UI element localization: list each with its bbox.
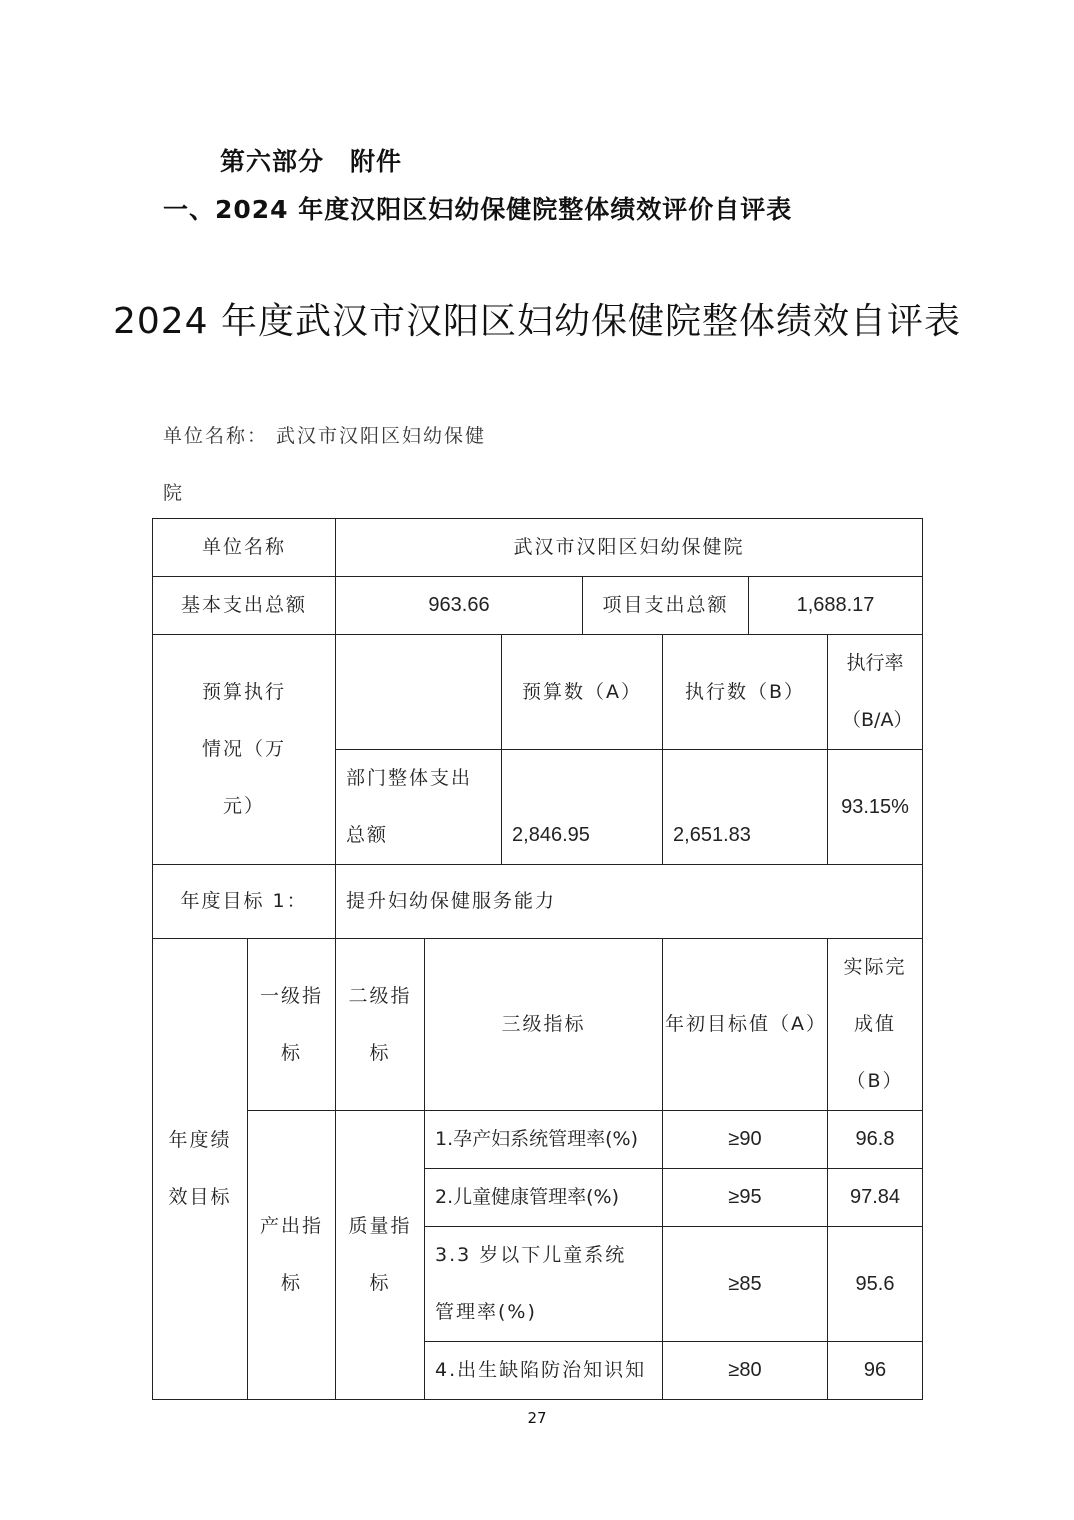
document-title: 2024 年度武汉市汉阳区妇幼保健院整体绩效自评表: [112, 301, 962, 342]
unit-name-line-continued: 院: [163, 482, 185, 504]
goal-value: 提升妇幼保健服务能力: [336, 865, 923, 939]
budget-execution-label: 预算执行情况（万元）: [153, 635, 336, 865]
indicator-actual: 95.6: [828, 1227, 923, 1342]
actual-header: 实际完成值（B）: [828, 939, 923, 1111]
budget-col-rate: 执行率（B/A）: [828, 635, 923, 750]
project-expense-value: 1,688.17: [749, 577, 923, 635]
dept-total-rate: 93.15%: [828, 750, 923, 865]
level3-header: 三级指标: [425, 939, 663, 1111]
basic-expense-value: 963.66: [336, 577, 583, 635]
level2-value: 质量指标: [336, 1111, 425, 1400]
target-header: 年初目标值（A）: [663, 939, 828, 1111]
indicator-target: ≥85: [663, 1227, 828, 1342]
project-expense-label: 项目支出总额: [583, 577, 749, 635]
indicator-name: 4.出生缺陷防治知识知: [425, 1342, 663, 1400]
dept-total-a: 2,846.95: [502, 750, 663, 865]
subsection-title: 一、2024 年度汉阳区妇幼保健院整体绩效评价自评表: [163, 195, 793, 224]
unit-value: 武汉市汉阳区妇幼保健院: [336, 519, 923, 577]
dept-total-label: 部门整体支出总额: [336, 750, 502, 865]
unit-row: [153, 519, 923, 577]
budget-col-a: 预算数（A）: [502, 635, 663, 750]
budget-header-row: [153, 635, 923, 750]
level1-value: 产出指标: [248, 1111, 336, 1400]
level2-header: 二级指标: [336, 939, 425, 1111]
indicator-target: ≥80: [663, 1342, 828, 1400]
indicator-header-row: [153, 939, 923, 1111]
budget-blank-cell: [336, 635, 502, 750]
basic-expense-label: 基本支出总额: [153, 577, 336, 635]
indicator-name: 2.儿童健康管理率(%): [425, 1169, 663, 1227]
expense-row: [153, 577, 923, 635]
unit-label: 单位名称: [153, 519, 336, 577]
evaluation-table: [152, 518, 923, 1400]
indicator-actual: 97.84: [828, 1169, 923, 1227]
goal-label: 年度目标 1：: [153, 865, 336, 939]
indicator-target: ≥90: [663, 1111, 828, 1169]
section-title: 第六部分 附件: [220, 147, 403, 176]
page-number: 27: [527, 1409, 547, 1427]
indicator-target: ≥95: [663, 1169, 828, 1227]
performance-goal-label: 年度绩效目标: [153, 939, 248, 1400]
annual-goal-row: [153, 865, 923, 939]
indicator-name: 1.孕产妇系统管理率(%): [425, 1111, 663, 1169]
dept-total-b: 2,651.83: [663, 750, 828, 865]
indicator-actual: 96.8: [828, 1111, 923, 1169]
unit-name-line: 单位名称： 武汉市汉阳区妇幼保健: [163, 425, 487, 447]
budget-col-b: 执行数（B）: [663, 635, 828, 750]
indicator-name: 3.3 岁以下儿童系统管理率(%): [425, 1227, 663, 1342]
indicator-row: [153, 1111, 923, 1169]
level1-header: 一级指标: [248, 939, 336, 1111]
indicator-actual: 96: [828, 1342, 923, 1400]
